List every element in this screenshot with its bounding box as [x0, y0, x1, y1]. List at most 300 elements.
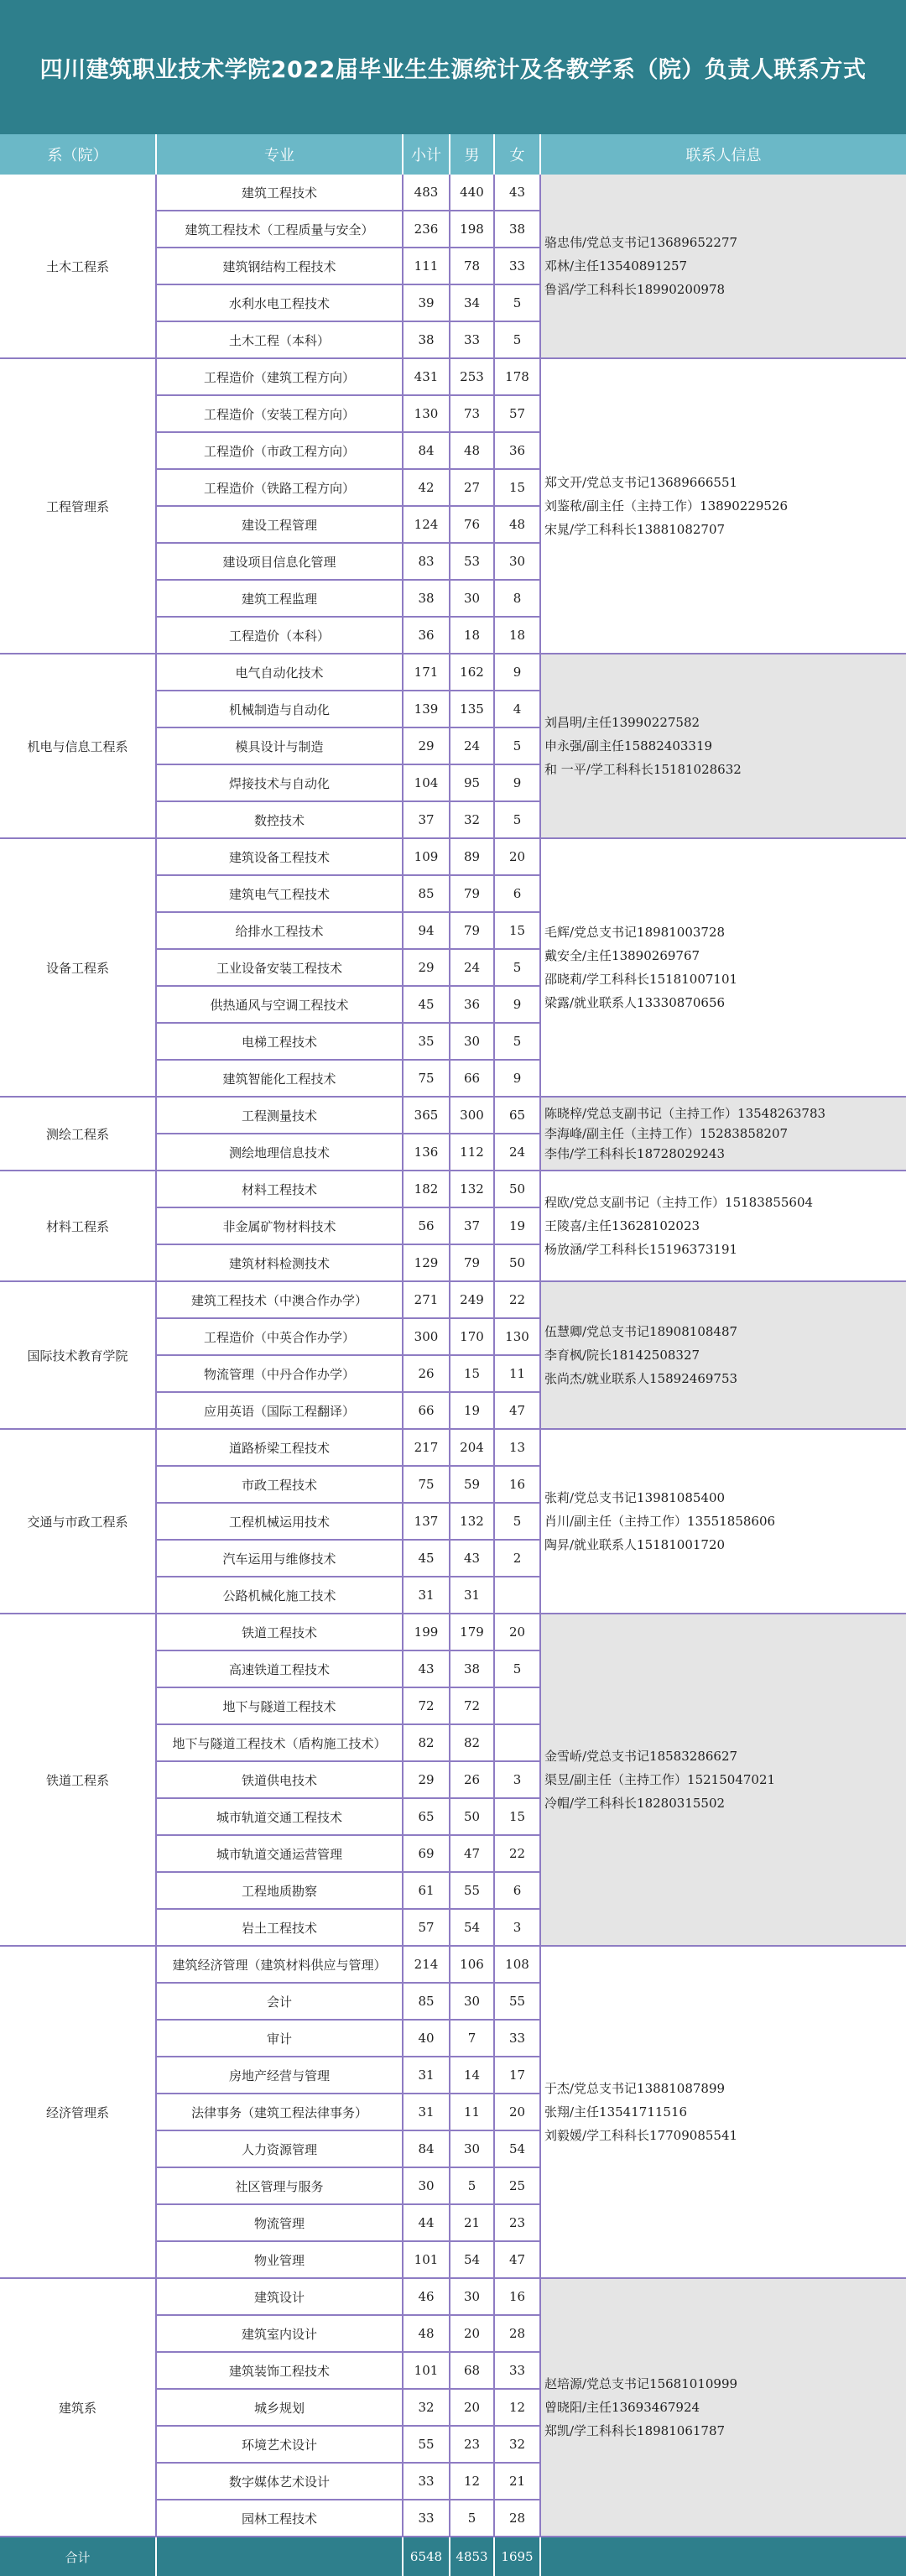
major-name: 建筑工程监理: [156, 580, 403, 617]
subtotal-cell: 82: [403, 1724, 450, 1761]
major-name: 测绘地理信息技术: [156, 1134, 403, 1171]
total-male: 4853: [450, 2537, 494, 2576]
male-count: 31: [450, 1577, 494, 1614]
male-count: 21: [450, 2204, 494, 2241]
contact-line: 肖川/副主任（主持工作）13551858606: [544, 1514, 776, 1529]
female-count: 36: [494, 432, 540, 469]
major-name: 地下与隧道工程技术（盾构施工技术）: [156, 1724, 403, 1761]
major-name: 建筑智能化工程技术: [156, 1060, 403, 1097]
male-count: 19: [450, 1392, 494, 1429]
female-count: 22: [494, 1835, 540, 1872]
female-count: 20: [494, 2094, 540, 2130]
contact-info: [540, 838, 906, 1097]
female-count: 25: [494, 2167, 540, 2204]
subtotal-cell: 55: [403, 2426, 450, 2463]
department-name: 经济管理系: [0, 1946, 156, 2278]
total-row: [0, 2537, 906, 2576]
contact-info: [540, 2278, 906, 2537]
major-name: 建筑设计: [156, 2278, 403, 2315]
male-count: 53: [450, 543, 494, 580]
female-count: 178: [494, 358, 540, 395]
subtotal-cell: 104: [403, 764, 450, 801]
subtotal-cell: 32: [403, 2389, 450, 2426]
male-count: 12: [450, 2463, 494, 2500]
contact-info: [540, 1097, 906, 1171]
male-count: 300: [450, 1097, 494, 1134]
major-name: 道路桥梁工程技术: [156, 1429, 403, 1466]
male-count: 66: [450, 1060, 494, 1097]
major-name: 建筑装饰工程技术: [156, 2352, 403, 2389]
female-count: 65: [494, 1097, 540, 1134]
male-count: 30: [450, 2130, 494, 2167]
subtotal-cell: 124: [403, 506, 450, 543]
major-name: 数字媒体艺术设计: [156, 2463, 403, 2500]
subtotal-cell: 137: [403, 1503, 450, 1540]
total-female: 1695: [494, 2537, 540, 2576]
contact-line: 程欧/党总支副书记（主持工作）15183855604: [544, 1195, 814, 1210]
major-name: 建筑电气工程技术: [156, 875, 403, 912]
male-count: 7: [450, 2020, 494, 2057]
major-name: 工程造价（建筑工程方向）: [156, 358, 403, 395]
female-count: 9: [494, 764, 540, 801]
female-count: 23: [494, 2204, 540, 2241]
department-name: 铁道工程系: [0, 1614, 156, 1946]
major-name: 园林工程技术: [156, 2500, 403, 2537]
contact-line: 申永强/副主任15882403319: [544, 738, 713, 754]
contact-line: 王陵喜/主任13628102023: [544, 1218, 700, 1233]
female-count: 48: [494, 506, 540, 543]
subtotal-cell: 136: [403, 1134, 450, 1171]
major-name: 建筑经济管理（建筑材料供应与管理）: [156, 1946, 403, 1983]
department-name: 交通与市政工程系: [0, 1429, 156, 1614]
subtotal-cell: 101: [403, 2352, 450, 2389]
male-count: 30: [450, 1983, 494, 2020]
contact-line: 于杰/党总支书记13881087899: [544, 2081, 726, 2096]
subtotal-cell: 44: [403, 2204, 450, 2241]
table-body: [0, 175, 906, 2537]
male-count: 38: [450, 1650, 494, 1687]
male-count: 47: [450, 1835, 494, 1872]
major-name: 工程造价（本科）: [156, 617, 403, 654]
table-row: [0, 1946, 906, 1983]
subtotal-cell: 129: [403, 1244, 450, 1281]
subtotal-cell: 65: [403, 1798, 450, 1835]
female-count: 47: [494, 1392, 540, 1429]
major-name: 建筑工程技术（中澳合作办学）: [156, 1281, 403, 1318]
female-count: 30: [494, 543, 540, 580]
major-name: 给排水工程技术: [156, 912, 403, 949]
female-count: 57: [494, 395, 540, 432]
subtotal-cell: 38: [403, 321, 450, 358]
table-row: [0, 654, 906, 691]
contact-line: 骆忠伟/党总支书记13689652277: [544, 235, 738, 250]
major-name: 铁道工程技术: [156, 1614, 403, 1650]
male-count: 30: [450, 580, 494, 617]
subtotal-cell: 94: [403, 912, 450, 949]
major-name: 环境艺术设计: [156, 2426, 403, 2463]
contact-line: 郑文开/党总支书记13689666551: [544, 475, 738, 490]
male-count: 68: [450, 2352, 494, 2389]
male-count: 20: [450, 2315, 494, 2352]
male-count: 72: [450, 1687, 494, 1724]
subtotal-cell: 35: [403, 1023, 450, 1060]
male-count: 14: [450, 2057, 494, 2094]
contact-line: 杨放涵/学工科科长15196373191: [544, 1242, 738, 1257]
male-count: 78: [450, 248, 494, 284]
male-count: 76: [450, 506, 494, 543]
male-count: 36: [450, 986, 494, 1023]
female-count: 3: [494, 1761, 540, 1798]
male-count: 135: [450, 691, 494, 727]
major-name: 会计: [156, 1983, 403, 2020]
contact-line: 渠昱/副主任（主持工作）15215047021: [544, 1772, 776, 1787]
subtotal-cell: 85: [403, 1983, 450, 2020]
female-count: 28: [494, 2315, 540, 2352]
major-name: 城市轨道交通工程技术: [156, 1798, 403, 1835]
female-count: 19: [494, 1207, 540, 1244]
female-count: 20: [494, 838, 540, 875]
male-count: 37: [450, 1207, 494, 1244]
department-name: 土木工程系: [0, 175, 156, 358]
female-count: 50: [494, 1171, 540, 1207]
male-count: 59: [450, 1466, 494, 1503]
major-name: 工程造价（安装工程方向）: [156, 395, 403, 432]
male-count: 5: [450, 2500, 494, 2537]
major-name: 城乡规划: [156, 2389, 403, 2426]
subtotal-cell: 33: [403, 2500, 450, 2537]
subtotal-cell: 30: [403, 2167, 450, 2204]
header-male: 男: [450, 134, 494, 175]
contact-info: [540, 1171, 906, 1281]
female-count: 32: [494, 2426, 540, 2463]
table-row: [0, 1171, 906, 1207]
major-name: 物流管理: [156, 2204, 403, 2241]
header-major: 专业: [156, 134, 403, 175]
contact-info: [540, 1429, 906, 1614]
table-row: [0, 838, 906, 875]
subtotal-cell: 37: [403, 801, 450, 838]
contact-line: 刘毅媛/学工科科长17709085541: [544, 2128, 738, 2143]
female-count: 22: [494, 1281, 540, 1318]
table-row: [0, 1281, 906, 1318]
male-count: 32: [450, 801, 494, 838]
major-name: 工程造价（中英合作办学）: [156, 1318, 403, 1355]
major-name: 工程造价（市政工程方向）: [156, 432, 403, 469]
total-contact-empty: [540, 2537, 906, 2576]
female-count: 20: [494, 1614, 540, 1650]
contact-info: [540, 175, 906, 358]
contact-info: [540, 1614, 906, 1946]
male-count: 34: [450, 284, 494, 321]
male-count: 112: [450, 1134, 494, 1171]
major-name: 工业设备安装工程技术: [156, 949, 403, 986]
female-count: 5: [494, 949, 540, 986]
contact-line: 曾晓阳/主任13693467924: [544, 2400, 700, 2415]
major-name: 建筑工程技术（工程质量与安全）: [156, 211, 403, 248]
male-count: 30: [450, 2278, 494, 2315]
department-name: 材料工程系: [0, 1171, 156, 1281]
female-count: 33: [494, 2352, 540, 2389]
subtotal-cell: 217: [403, 1429, 450, 1466]
female-count: 13: [494, 1429, 540, 1466]
major-name: 审计: [156, 2020, 403, 2057]
major-name: 物流管理（中丹合作办学）: [156, 1355, 403, 1392]
male-count: 20: [450, 2389, 494, 2426]
contact-line: 郑凯/学工科科长18981061787: [544, 2423, 726, 2438]
major-name: 建设工程管理: [156, 506, 403, 543]
contact-line: 梁露/就业联系人13330870656: [544, 995, 726, 1010]
subtotal-cell: 40: [403, 2020, 450, 2057]
major-name: 法律事务（建筑工程法律事务）: [156, 2094, 403, 2130]
female-count: 15: [494, 1798, 540, 1835]
table-row: [0, 358, 906, 395]
major-name: 数控技术: [156, 801, 403, 838]
female-count: 18: [494, 617, 540, 654]
major-name: 焊接技术与自动化: [156, 764, 403, 801]
title-banner: [0, 0, 906, 134]
major-name: 工程测量技术: [156, 1097, 403, 1134]
subtotal-cell: 56: [403, 1207, 450, 1244]
subtotal-cell: 26: [403, 1355, 450, 1392]
major-name: 建筑钢结构工程技术: [156, 248, 403, 284]
male-count: 440: [450, 175, 494, 211]
subtotal-cell: 36: [403, 617, 450, 654]
subtotal-cell: 236: [403, 211, 450, 248]
subtotal-cell: 109: [403, 838, 450, 875]
major-name: 非金属矿物材料技术: [156, 1207, 403, 1244]
male-count: 132: [450, 1171, 494, 1207]
subtotal-cell: 31: [403, 2094, 450, 2130]
major-name: 铁道供电技术: [156, 1761, 403, 1798]
contact-line: 刘鉴秾/副主任（主持工作）13890229526: [544, 498, 789, 514]
subtotal-cell: 182: [403, 1171, 450, 1207]
major-name: 建设项目信息化管理: [156, 543, 403, 580]
female-count: 4: [494, 691, 540, 727]
contact-info: [540, 1946, 906, 2278]
major-name: 建筑设备工程技术: [156, 838, 403, 875]
subtotal-cell: 84: [403, 432, 450, 469]
subtotal-cell: 69: [403, 1835, 450, 1872]
subtotal-cell: 31: [403, 1577, 450, 1614]
female-count: 12: [494, 2389, 540, 2426]
department-name: 测绘工程系: [0, 1097, 156, 1171]
contact-info: [540, 1281, 906, 1429]
female-count: 33: [494, 248, 540, 284]
female-count: 50: [494, 1244, 540, 1281]
major-name: 土木工程（本科）: [156, 321, 403, 358]
contact-line: 张翔/主任13541711516: [544, 2104, 688, 2120]
subtotal-cell: 214: [403, 1946, 450, 1983]
table-row: [0, 2278, 906, 2315]
female-count: 3: [494, 1909, 540, 1946]
subtotal-cell: 46: [403, 2278, 450, 2315]
table-row: [0, 1429, 906, 1466]
major-name: 建筑工程技术: [156, 175, 403, 211]
male-count: 55: [450, 1872, 494, 1909]
major-name: 市政工程技术: [156, 1466, 403, 1503]
contact-line: 邵晓莉/学工科科长15181007101: [544, 972, 738, 987]
female-count: 38: [494, 211, 540, 248]
male-count: 24: [450, 949, 494, 986]
major-name: 材料工程技术: [156, 1171, 403, 1207]
subtotal-cell: 61: [403, 1872, 450, 1909]
subtotal-cell: 66: [403, 1392, 450, 1429]
major-name: 人力资源管理: [156, 2130, 403, 2167]
male-count: 179: [450, 1614, 494, 1650]
subtotal-cell: 48: [403, 2315, 450, 2352]
major-name: 模具设计与制造: [156, 727, 403, 764]
male-count: 79: [450, 1244, 494, 1281]
female-count: 2: [494, 1540, 540, 1577]
major-name: 工程造价（铁路工程方向）: [156, 469, 403, 506]
page-title: 四川建筑职业技术学院2022届毕业生生源统计及各教学系（院）负责人联系方式: [39, 56, 867, 83]
table-row: [0, 1097, 906, 1134]
subtotal-cell: 171: [403, 654, 450, 691]
contact-line: 戴安全/主任13890269767: [544, 948, 700, 963]
subtotal-cell: 365: [403, 1097, 450, 1134]
subtotal-cell: 199: [403, 1614, 450, 1650]
female-count: 11: [494, 1355, 540, 1392]
male-count: 27: [450, 469, 494, 506]
contact-line: 李伟/学工科科长18728029243: [544, 1146, 726, 1161]
contact-line: 金雪峤/党总支书记18583286627: [544, 1749, 738, 1764]
subtotal-cell: 45: [403, 986, 450, 1023]
table-row: [0, 175, 906, 211]
female-count: 6: [494, 875, 540, 912]
male-count: 5: [450, 2167, 494, 2204]
contact-line: 陈晓梓/党总支副书记（主持工作）13548263783: [544, 1106, 826, 1121]
male-count: 132: [450, 1503, 494, 1540]
female-count: 17: [494, 2057, 540, 2094]
female-count: 5: [494, 727, 540, 764]
subtotal-cell: 101: [403, 2241, 450, 2278]
subtotal-cell: 83: [403, 543, 450, 580]
male-count: 48: [450, 432, 494, 469]
male-count: 95: [450, 764, 494, 801]
subtotal-cell: 57: [403, 1909, 450, 1946]
male-count: 23: [450, 2426, 494, 2463]
major-name: 工程机械运用技术: [156, 1503, 403, 1540]
contact-line: 张尚杰/就业联系人15892469753: [544, 1371, 738, 1386]
subtotal-cell: 29: [403, 949, 450, 986]
female-count: 5: [494, 321, 540, 358]
female-count: 43: [494, 175, 540, 211]
female-count: 108: [494, 1946, 540, 1983]
male-count: 50: [450, 1798, 494, 1835]
subtotal-cell: 271: [403, 1281, 450, 1318]
male-count: 73: [450, 395, 494, 432]
major-name: 机械制造与自动化: [156, 691, 403, 727]
contact-line: 赵培源/党总支书记15681010999: [544, 2376, 738, 2391]
male-count: 54: [450, 1909, 494, 1946]
female-count: 9: [494, 986, 540, 1023]
male-count: 170: [450, 1318, 494, 1355]
subtotal-cell: 431: [403, 358, 450, 395]
major-name: 岩土工程技术: [156, 1909, 403, 1946]
female-count: 28: [494, 2500, 540, 2537]
contact-info: [540, 654, 906, 838]
major-name: 地下与隧道工程技术: [156, 1687, 403, 1724]
department-name: 设备工程系: [0, 838, 156, 1097]
total-empty: [156, 2537, 403, 2576]
male-count: 30: [450, 1023, 494, 1060]
subtotal-cell: 33: [403, 2463, 450, 2500]
male-count: 204: [450, 1429, 494, 1466]
subtotal-cell: 75: [403, 1060, 450, 1097]
male-count: 106: [450, 1946, 494, 1983]
subtotal-cell: 75: [403, 1466, 450, 1503]
female-count: 6: [494, 1872, 540, 1909]
female-count: 9: [494, 1060, 540, 1097]
contact-line: 宋晁/学工科科长13881082707: [544, 522, 726, 537]
female-count: 5: [494, 801, 540, 838]
subtotal-cell: 130: [403, 395, 450, 432]
major-name: 建筑材料检测技术: [156, 1244, 403, 1281]
contact-line: 鲁滔/学工科科长18990200978: [544, 282, 726, 297]
header-subtotal: 小计: [403, 134, 450, 175]
table-row: [0, 1614, 906, 1650]
female-count: 9: [494, 654, 540, 691]
female-count: 5: [494, 1650, 540, 1687]
subtotal-cell: 43: [403, 1650, 450, 1687]
female-count: 24: [494, 1134, 540, 1171]
subtotal-cell: 29: [403, 1761, 450, 1798]
contact-line: 张莉/党总支书记13981085400: [544, 1490, 726, 1505]
contact-line: 毛辉/党总支书记18981003728: [544, 925, 726, 940]
subtotal-cell: 45: [403, 1540, 450, 1577]
male-count: 43: [450, 1540, 494, 1577]
total-label: 合计: [0, 2537, 156, 2576]
major-name: 应用英语（国际工程翻译）: [156, 1392, 403, 1429]
contact-info: [540, 358, 906, 654]
female-count: 5: [494, 1503, 540, 1540]
header-row: [0, 134, 906, 175]
male-count: 162: [450, 654, 494, 691]
major-name: 电气自动化技术: [156, 654, 403, 691]
header-contact: 联系人信息: [540, 134, 906, 175]
female-count: 15: [494, 912, 540, 949]
contact-line: 李育枫/院长18142508327: [544, 1348, 700, 1363]
female-count: 54: [494, 2130, 540, 2167]
major-name: 建筑室内设计: [156, 2315, 403, 2352]
male-count: 89: [450, 838, 494, 875]
department-name: 机电与信息工程系: [0, 654, 156, 838]
female-count: [494, 1724, 540, 1761]
male-count: 18: [450, 617, 494, 654]
female-count: [494, 1577, 540, 1614]
subtotal-cell: 85: [403, 875, 450, 912]
female-count: 15: [494, 469, 540, 506]
major-name: 电梯工程技术: [156, 1023, 403, 1060]
female-count: 130: [494, 1318, 540, 1355]
male-count: 82: [450, 1724, 494, 1761]
header-department: 系（院）: [0, 134, 156, 175]
major-name: 公路机械化施工技术: [156, 1577, 403, 1614]
major-name: 房地产经营与管理: [156, 2057, 403, 2094]
contact-line: 邓林/主任13540891257: [544, 258, 688, 274]
male-count: 198: [450, 211, 494, 248]
department-name: 国际技术教育学院: [0, 1281, 156, 1429]
subtotal-cell: 38: [403, 580, 450, 617]
header-female: 女: [494, 134, 540, 175]
subtotal-cell: 84: [403, 2130, 450, 2167]
male-count: 249: [450, 1281, 494, 1318]
major-name: 城市轨道交通运营管理: [156, 1835, 403, 1872]
female-count: 21: [494, 2463, 540, 2500]
graduate-table: [0, 134, 906, 2576]
contact-line: 和 一平/学工科科长15181028632: [544, 762, 742, 777]
contact-line: 冷帽/学工科科长18280315502: [544, 1796, 726, 1811]
